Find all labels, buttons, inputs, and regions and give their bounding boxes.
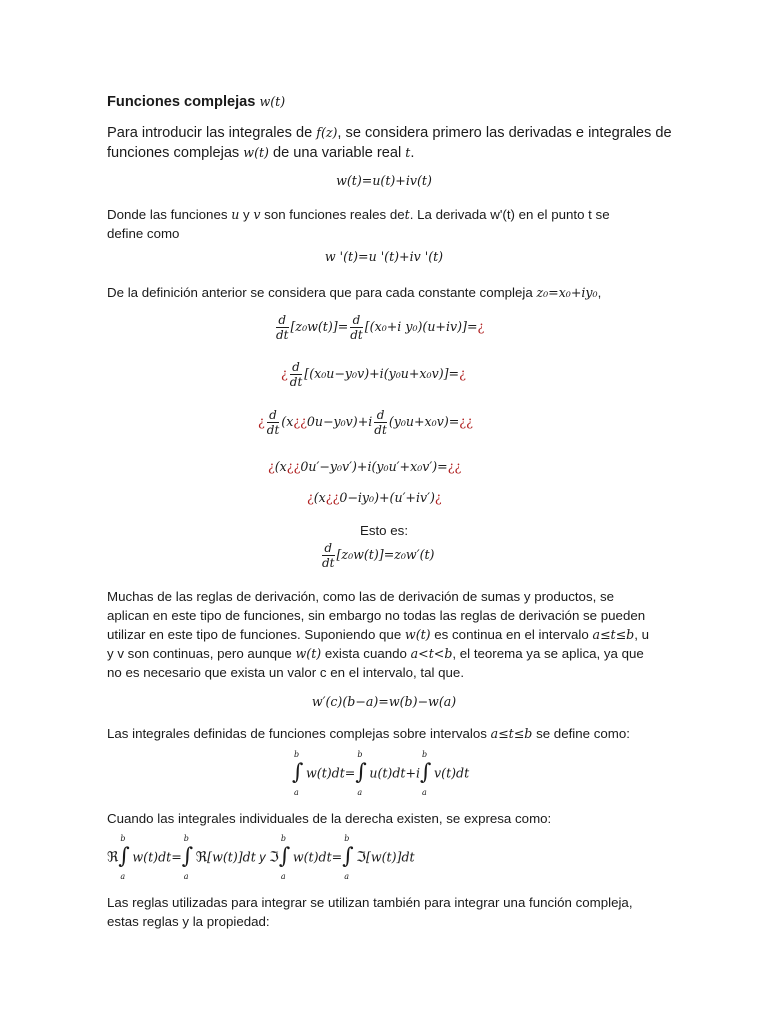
integral-sign: b ∫ a xyxy=(355,750,367,797)
p4-text-1: Muchas de las reglas de derivación, como las de derivación de sumas y productos, se aplican en este tipo de funciones, sin embargo no todas las reglas de derivación se pueden utilizar en este tipo de funciones. Suponiendo que xyxy=(107,589,646,642)
line1-part-b: [(x₀+i y₀)(u+iv)]= xyxy=(364,319,478,334)
line3-part-a: (x xyxy=(281,414,294,429)
line5-part-a: (x xyxy=(313,490,326,505)
derivation-line-4: ¿(x¿¿0u′−y₀v′)+i(y₀u′+x₀v′)=¿¿ xyxy=(268,459,462,474)
result-body: [z₀w(t)]=z₀w′(t) xyxy=(336,547,435,562)
p2-text-2: y xyxy=(239,207,254,222)
derivative-operator: $\frac{d}{dt}$ xyxy=(322,541,335,570)
p4-text-3: , u y v son continuas, pero aunque xyxy=(107,627,650,661)
line1-part-a: [z₀w(t)]= xyxy=(290,319,349,334)
intro-text-1: Para introducir las integrales de xyxy=(107,125,317,141)
p5-text-1: Las integrales definidas de funciones complejas sobre intervalos xyxy=(107,726,491,741)
derivative-paragraph xyxy=(107,205,647,243)
derivative-operator: $\frac{d}{dt}$ xyxy=(289,360,303,389)
line2-body: [(x₀u−y₀v)+i(y₀u+x₀v)]= xyxy=(304,366,460,381)
real-part-symbol: ℜ xyxy=(107,849,119,866)
intro-math-w: w(t) xyxy=(243,145,269,160)
imaginary-part-symbol: ℑ xyxy=(269,849,279,866)
integral-sign: b ∫ a xyxy=(118,834,130,881)
integral-sign: b ∫ a xyxy=(342,834,354,881)
placeholder-glyph: ¿ xyxy=(459,366,466,381)
intro-math-t: t xyxy=(405,145,411,160)
p4-text-2: es continua en el intervalo xyxy=(430,627,593,642)
p3-text-2: , xyxy=(597,285,602,300)
equation-mean-value: w′(c)(b−a)=w(b)−w(a) xyxy=(311,694,457,709)
p2-math-u: u xyxy=(231,207,240,222)
intro-math-f: f(z) xyxy=(316,125,338,140)
derivation-line-5: ¿(x¿¿0−iy₀)+(u′+iv′)¿ xyxy=(307,490,442,505)
p2-text-4: . La derivada w'(t) en el punto t se define como xyxy=(107,207,610,241)
derivative-operator: $\frac{d}{dt}$ xyxy=(276,313,289,342)
placeholder-glyph: ¿ xyxy=(477,319,485,334)
intro-paragraph xyxy=(107,123,687,163)
rules-paragraph: Muchas de las reglas de derivación, como las de derivación de sumas y productos, se aplican en este tipo de funciones, sin embargo no todas las reglas de derivación se pueden utilizar en este tipo de funciones. Suponiendo que w(t) es continua en el intervalo a≤t≤b, u y v son continuas, pero aunque w(t) exista cuando a<t<b, el teorema ya se aplica, ya que no es necesario que exista un valor c en el intervalo, tal que. xyxy=(107,589,650,680)
intro-text-4: . xyxy=(410,145,415,161)
integral-sign: b ∫ a xyxy=(292,750,304,797)
line5-part-b: 0−iy₀)+(u′+iv′) xyxy=(339,490,435,505)
equation-re-im: ℜ b ∫ a w(t)dt= b ∫ a ℜ[w(t)]dt y ℑ b ∫ a w(t)dt= b ∫ a ℑ[w(t)]dt xyxy=(107,834,415,881)
equation-result xyxy=(320,541,434,570)
intro-text-2: , se considera primero las derivadas e integrales de funciones complejas xyxy=(107,125,672,161)
equation-integral-def: b ∫ a w(t)dt= b ∫ a u(t)dt+i b ∫ a v(t)dt xyxy=(292,750,470,797)
line4-part-b: 0u′−y₀v′)+i(y₀u′+x₀v′)= xyxy=(300,459,448,474)
derivative-operator: $\frac{d}{dt}$ xyxy=(266,408,280,437)
placeholder-glyph: ¿ xyxy=(258,414,265,429)
line3-part-b: 0u−y₀v)+i xyxy=(306,414,373,429)
integrals-paragraph: Las integrales definidas de funciones complejas sobre intervalos a≤t≤b se define como: xyxy=(107,726,630,741)
p2-text-1: Donde las funciones xyxy=(107,207,232,222)
section-heading xyxy=(107,92,667,112)
p3-text-1: De la definición anterior se considera que para cada constante compleja xyxy=(107,285,537,300)
p2-math-v: v xyxy=(253,207,261,222)
integral-sign: b ∫ a xyxy=(278,834,291,881)
p4-text-4: exista cuando xyxy=(321,646,411,661)
derivative-operator: $\frac{d}{dt}$ xyxy=(350,313,363,342)
p4-text-5: , el teorema ya se aplica, ya que no es necesario que exista un valor c en el intervalo, tal que. xyxy=(107,646,644,680)
p5-text-2: se define como: xyxy=(532,726,630,741)
heading-text: Funciones complejas xyxy=(107,94,256,110)
individual-integrals-paragraph: Cuando las integrales individuales de la derecha existen, se expresa como: xyxy=(107,811,552,826)
derivation-line-1 xyxy=(274,313,484,342)
p2-text-3: son funciones reales de xyxy=(260,207,405,222)
integral-sign: b ∫ a xyxy=(420,750,432,797)
line4-part-a: (x xyxy=(274,459,287,474)
p3-math-z0: z₀=x₀+iy₀ xyxy=(536,285,598,300)
p2-math-t: t xyxy=(404,207,410,222)
equation-derivative-def: w '(t)=u '(t)+iv '(t) xyxy=(324,249,444,264)
derivation-line-3: ¿ $\frac{d}{dt}$ (x¿¿0u−y₀v)+i $\frac{d}{dt}$ (y₀u+x₀v)=¿¿ xyxy=(258,408,473,437)
esto-es-label: Esto es: xyxy=(359,523,409,538)
intro-text-3: de una variable real xyxy=(268,145,406,161)
equation-w-def: w(t)=u(t)+iv(t) xyxy=(336,173,432,188)
line3-part-c: (y₀u+x₀v)= xyxy=(388,414,460,429)
derivative-operator: $\frac{d}{dt}$ xyxy=(374,408,387,437)
derivation-line-2 xyxy=(281,360,466,389)
integral-sign: b ∫ a xyxy=(181,834,194,881)
constant-paragraph xyxy=(107,283,667,302)
closing-paragraph: Las reglas utilizadas para integrar se utilizan también para integrar una función compleja, estas reglas y la propiedad: xyxy=(107,895,633,929)
placeholder-glyph: ¿ xyxy=(281,366,288,381)
heading-math: w(t) xyxy=(259,94,286,109)
